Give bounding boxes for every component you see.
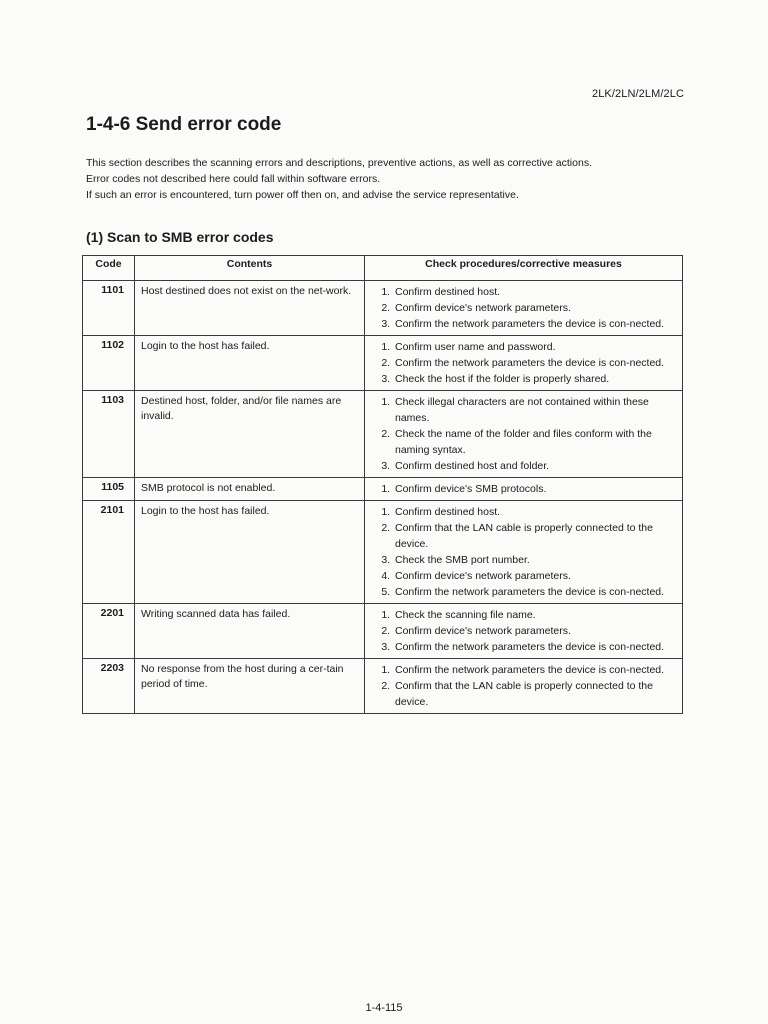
procedure-step: 3. Check the SMB port number. (393, 552, 678, 568)
model-identifier: 2LK/2LN/2LM/2LC (592, 88, 684, 100)
error-code-cell: 2201 (83, 604, 135, 659)
procedure-step: 3. Confirm the network parameters the device is con-nected. (393, 639, 678, 655)
intro-paragraph (86, 155, 696, 203)
table-row (83, 501, 683, 604)
procedure-step: 2. Check the name of the folder and files conform with the naming syntax. (393, 426, 678, 458)
table-row (83, 281, 683, 336)
table-row (83, 478, 683, 501)
procedure-step: 1. Check the scanning file name. (393, 607, 678, 623)
column-header-code: Code (83, 256, 135, 281)
check-procedures-cell (365, 281, 683, 336)
procedure-list (371, 284, 678, 332)
check-procedures-cell (365, 659, 683, 714)
procedure-step: 3. Check the host if the folder is properly shared. (393, 371, 678, 387)
procedure-step: 2. Confirm that the LAN cable is properly connected to the device. (393, 678, 678, 710)
error-contents-cell: SMB protocol is not enabled. (135, 478, 365, 501)
intro-line: Error codes not described here could fall within software errors. (86, 173, 381, 185)
procedure-step: 3. Confirm the network parameters the device is con-nected. (393, 316, 678, 332)
check-procedures-cell (365, 604, 683, 659)
subsection-title: (1) Scan to SMB error codes (86, 229, 274, 245)
error-contents-cell: Login to the host has failed. (135, 336, 365, 391)
procedure-step: 2. Confirm that the LAN cable is properly connected to the device. (393, 520, 678, 552)
check-procedures-cell (365, 391, 683, 478)
check-procedures-cell (365, 501, 683, 604)
procedure-step: 1. Confirm user name and password. (393, 339, 678, 355)
intro-line: If such an error is encountered, turn power off then on, and advise the service representative. (86, 189, 519, 201)
procedure-list (371, 607, 678, 655)
column-header-contents: Contents (135, 256, 365, 281)
section-title: 1-4-6 Send error code (86, 114, 282, 135)
error-code-table (82, 255, 683, 714)
procedure-step: 2. Confirm device's network parameters. (393, 623, 678, 639)
procedure-step: 2. Confirm the network parameters the device is con-nected. (393, 355, 678, 371)
error-contents-cell: Host destined does not exist on the net-work. (135, 281, 365, 336)
procedure-list (371, 481, 678, 497)
table-body (83, 281, 683, 714)
procedure-step: 1. Confirm the network parameters the device is con-nected. (393, 662, 678, 678)
procedure-list (371, 662, 678, 710)
error-code-cell: 1103 (83, 391, 135, 478)
procedure-step: 1. Confirm destined host. (393, 504, 678, 520)
procedure-step: 2. Confirm device's network parameters. (393, 300, 678, 316)
procedure-step: 3. Confirm destined host and folder. (393, 458, 678, 474)
error-code-cell: 2101 (83, 501, 135, 604)
table-row (83, 336, 683, 391)
procedure-list (371, 339, 678, 387)
table-row (83, 659, 683, 714)
page-number: 1-4-115 (365, 1002, 403, 1014)
check-procedures-cell (365, 336, 683, 391)
procedure-step: 1. Check illegal characters are not contained within these names. (393, 394, 678, 426)
error-contents-cell: Destined host, folder, and/or file names are invalid. (135, 391, 365, 478)
table-header-row (83, 256, 683, 281)
procedure-step: 5. Confirm the network parameters the device is con-nected. (393, 584, 678, 600)
check-procedures-cell (365, 478, 683, 501)
procedure-list (371, 394, 678, 474)
intro-line: This section describes the scanning errors and descriptions, preventive actions, as well as corrective actions. (86, 157, 592, 169)
error-code-cell: 1101 (83, 281, 135, 336)
procedure-step: 1. Confirm destined host. (393, 284, 678, 300)
column-header-check: Check procedures/corrective measures (365, 256, 683, 281)
error-contents-cell: Writing scanned data has failed. (135, 604, 365, 659)
error-code-cell: 1102 (83, 336, 135, 391)
error-contents-cell: Login to the host has failed. (135, 501, 365, 604)
procedure-list (371, 504, 678, 600)
error-code-cell: 2203 (83, 659, 135, 714)
table-row (83, 604, 683, 659)
table-row (83, 391, 683, 478)
procedure-step: 1. Confirm device's SMB protocols. (393, 481, 678, 497)
procedure-step: 4. Confirm device's network parameters. (393, 568, 678, 584)
error-code-cell: 1105 (83, 478, 135, 501)
error-contents-cell: No response from the host during a cer-tain period of time. (135, 659, 365, 714)
